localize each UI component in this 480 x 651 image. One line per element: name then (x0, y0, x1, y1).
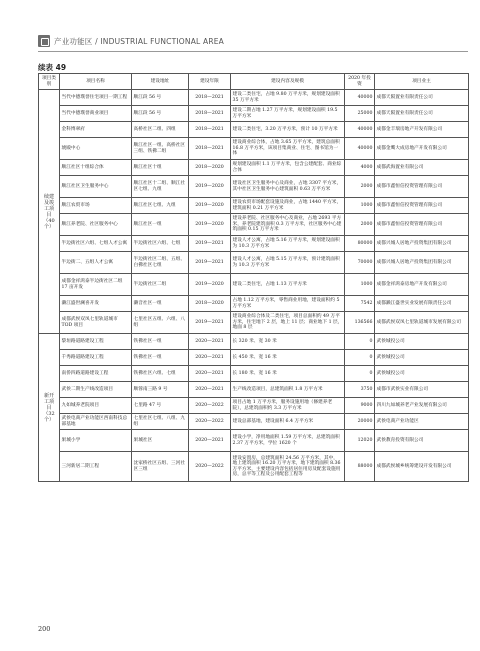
project-owner: 成都市鑫恒信投资管理有限公司 (375, 198, 469, 214)
project-name: 黎垣路道路建设工程 (60, 334, 132, 350)
project-content: 建设二类住宅，3.20 万平方米，预计 10 万平方米 (231, 122, 345, 138)
project-content: 建设二类住宅，占地 9.80 万平方米，规划建设面积 35 万平方米 (231, 90, 345, 106)
project-owner: 武侯电商产业功能区 (375, 414, 469, 430)
project-owner: 成都金鹰大成房地产开发有限公司 (375, 138, 469, 160)
project-investment: 25000 (345, 106, 375, 122)
table-row (39, 366, 469, 382)
project-years: 2018—2021 (189, 106, 231, 122)
project-address: 沈家桥社区五组、三河社区三组 (132, 452, 189, 482)
project-name: 武侯二期生产线改造项目 (60, 382, 132, 398)
project-owner: 武侯城投公司 (375, 350, 469, 366)
project-name: 琥殿中心 (60, 138, 132, 160)
project-years: 2018—2020 (189, 296, 231, 312)
project-owner: 成都市鑫恒信投资管理有限公司 (375, 176, 469, 198)
project-investment: 2000 (345, 214, 375, 236)
table-title: 续表 49 (38, 63, 67, 72)
table-row (39, 90, 469, 106)
project-investment: 40000 (345, 122, 375, 138)
project-name: 当代中德璞誉住宅项目一期工程 (60, 90, 132, 106)
project-name: 成都金祥鸿泰半边街社区二组 17 亩开发 (60, 274, 132, 296)
col-header-owner: 项目业主 (375, 74, 469, 90)
project-content: 长 450 米、宽 16 米 (231, 350, 345, 366)
project-content: 建设总部基地，建设面积 6.4 万平方米 (231, 414, 345, 430)
col-header-name: 项目名称 (60, 74, 132, 90)
page-number: 200 (38, 625, 51, 633)
project-investment: 88000 (345, 452, 375, 482)
project-name: 武侯电商产业功能区西南科技总部基地 (60, 414, 132, 430)
project-content: 建设人才公寓，占地 5.15 万平方米，预计建筑面积为 10.3 万平方米 (231, 252, 345, 274)
project-name: 顺江社区卫生服务中心 (60, 176, 132, 198)
project-owner: 成都天阪置业有限责任公司 (375, 106, 469, 122)
project-investment: 136566 (345, 312, 375, 334)
project-category: 新开工项目（32 个） (39, 334, 60, 482)
project-years: 2018—2020 (189, 160, 231, 176)
table-row (39, 252, 469, 274)
table-row (39, 312, 469, 334)
project-content: 建设社区卫生服务中心及商业，占地 3307 平方米，其中社区卫生服务中心建筑面积 0.63 万平方米 (231, 176, 345, 198)
project-investment: 0 (345, 334, 375, 350)
table-row (39, 398, 469, 414)
project-name: 九如城养老院项目 (60, 398, 132, 414)
project-address: 七里社区七组、八组、九组 (132, 414, 189, 430)
table-row (39, 334, 469, 350)
table-row (39, 430, 469, 452)
project-table (38, 73, 469, 482)
project-owner: 成都武海置业有限公司 (375, 160, 469, 176)
project-investment: 2000 (345, 176, 375, 198)
table-row (39, 452, 469, 482)
project-investment: 70000 (345, 252, 375, 274)
project-owner: 四川九如城养老产业发展有限公司 (375, 398, 469, 414)
col-header-investment: 2020 年投资 (345, 74, 375, 90)
project-years: 2019—2020 (189, 198, 231, 214)
table-row (39, 236, 469, 252)
project-years: 2019—2021 (189, 312, 231, 334)
project-name: 金科博翠府 (60, 122, 132, 138)
project-name: 南侨四路道路建设工程 (60, 366, 132, 382)
table-row (39, 296, 469, 312)
project-owner: 成都市武侯实业有限公司 (375, 382, 469, 398)
project-content: 项目占地 1 万平方米，服务设施用地（修建养老院），总建筑面积约 3.3 万平方米 (231, 398, 345, 414)
project-name: 半边街社区六组、七组人才公寓 (60, 236, 132, 252)
project-owner: 成都市鑫恒信投资管理有限公司 (375, 214, 469, 236)
project-content: 建设二类住宅，占地 1.13 万平方米 (231, 274, 345, 296)
project-owner: 成都金祥鸿泰房地产开发有限公司 (375, 274, 469, 296)
project-content: 生产线改造项目，总建筑面积 1.8 万平方米 (231, 382, 345, 398)
project-investment: 7542 (345, 296, 375, 312)
project-address: 半边街社区二组 (132, 274, 189, 296)
project-investment: 40000 (345, 90, 375, 106)
project-owner: 成都金丰瑞房地产开发有限公司 (375, 122, 469, 138)
header-title: 产业功能区 / INDUSTRIAL FUNCTIONAL AREA (54, 37, 225, 46)
project-investment: 0 (345, 366, 375, 382)
project-address: 铁佛社区一组 (132, 334, 189, 350)
project-years: 2020—2021 (189, 430, 231, 452)
project-investment: 1000 (345, 274, 375, 296)
project-address: 顺江社区一组 (132, 214, 189, 236)
page-header (38, 33, 468, 53)
project-address: 半边街社区二组、五组、白佛社区七组 (132, 252, 189, 274)
project-owner: 成都武侯双凤七里轨道城市发展有限公司 (375, 312, 469, 334)
header-rule (38, 51, 468, 52)
project-owner: 武侯城投公司 (375, 334, 469, 350)
project-address: 铁佛社区六组、七组 (132, 366, 189, 382)
project-name: 濑江盛世澜喜开发 (60, 296, 132, 312)
project-years: 2020—2022 (189, 414, 231, 430)
project-name: 顺江养老院、社区服务中心 (60, 214, 132, 236)
project-address: 顺蓉南三路 9 号 (132, 382, 189, 398)
project-years: 2020—2021 (189, 382, 231, 398)
project-address: 七里社区五组、六组、八组 (132, 312, 189, 334)
project-owner: 成都兴城人居地产投资集团有限公司 (375, 252, 469, 274)
table-row (39, 414, 469, 430)
table-header-row (39, 74, 469, 90)
table-row (39, 198, 469, 214)
project-years: 2020—2021 (189, 334, 231, 350)
project-years: 2019—2020 (189, 176, 231, 198)
project-address: 铁佛社区一组 (132, 350, 189, 366)
table-row (39, 106, 469, 122)
project-address: 顺江社区一组、高桥社区三组、铁佛二组 (132, 138, 189, 160)
project-years: 2018—2021 (189, 90, 231, 106)
project-content: 建设安置房，总建筑面积 24.56 万平方米，其中，地上建筑面积 16.20 万平方米，地下建筑面积 8.36 万平方米，主要建设内容包括居住用房及配套设施用房，总平等工程及公用配套工程等 (231, 452, 345, 482)
project-address: 顺江社区七组、九组 (132, 198, 189, 214)
project-name: 半边街二、五组人才公寓 (60, 252, 132, 274)
project-years: 2018—2021 (189, 138, 231, 160)
project-address: 果城社区 (132, 430, 189, 452)
table-row (39, 160, 469, 176)
project-owner: 成都濑江盛世实业发展有限责任公司 (375, 296, 469, 312)
project-category: 续建及竣工项目（40 个） (39, 90, 60, 334)
project-owner: 成都兴城人居地产投资集团有限公司 (375, 236, 469, 252)
project-name: 千秀路道路建设工程 (60, 350, 132, 366)
project-owner: 成都武侯城乡统筹建设开发有限公司 (375, 452, 469, 482)
project-years: 2018—2021 (189, 122, 231, 138)
project-owner: 成都天阪置业有限责任公司 (375, 90, 469, 106)
col-header-category: 项目类别 (39, 74, 60, 90)
project-investment: 3750 (345, 382, 375, 398)
project-content: 建设农贸市场配套设施及商业，占地 1440 平方米，建筑面积 0.21 万平方米 (231, 198, 345, 214)
project-name: 成都武侯双凤七里轨道城市 TOD 项目 (60, 312, 132, 334)
project-investment: 12020 (345, 430, 375, 452)
table-row (39, 214, 469, 236)
project-years: 2020—2022 (189, 452, 231, 482)
project-investment: 20000 (345, 414, 375, 430)
project-address: 七里路 47 号 (132, 398, 189, 414)
project-years: 2019—2021 (189, 236, 231, 252)
project-years: 2020—2022 (189, 398, 231, 414)
project-years: 2019—2021 (189, 252, 231, 274)
project-content: 规划建设面积 1.1 万平方米，包含公建配套、商业综合体 (231, 160, 345, 176)
project-address: 顺江段 56 号 (132, 106, 189, 122)
project-investment: 40000 (345, 138, 375, 160)
project-investment: 4000 (345, 160, 375, 176)
project-investment: 9000 (345, 398, 375, 414)
table-row (39, 274, 469, 296)
col-header-content: 建设内容及规模 (231, 74, 345, 90)
project-name: 顺江社区十组综合体 (60, 160, 132, 176)
col-header-years: 建设年限 (189, 74, 231, 90)
project-owner: 武侯城投公司 (375, 366, 469, 382)
project-content: 建设小学，净用地面积 1.59 万平方米，总建筑面积 2.37 万平方米，学位 1620 个 (231, 430, 345, 452)
project-years: 2020—2021 (189, 350, 231, 366)
project-address: 顺江社区十组 (132, 160, 189, 176)
project-name: 果城小学 (60, 430, 132, 452)
project-years: 2019—2020 (189, 214, 231, 236)
project-content: 长 180 米、宽 16 米 (231, 366, 345, 382)
project-investment: 80000 (345, 236, 375, 252)
project-investment: 1000 (345, 198, 375, 214)
project-address: 高桥社区二组、四组 (132, 122, 189, 138)
project-address: 顺江段 56 号 (132, 90, 189, 106)
project-name: 三河新居二期工程 (60, 452, 132, 482)
project-content: 建设二期占地 1.27 万平方米，规划建设面积 19.5 万平方米 (231, 106, 345, 122)
project-content: 建设养老院、社区服务中心及商业，占地 2693 平方米，养老院建筑面积 0.3 万平方米，社区服务中心建筑面积 0.15 万平方米 (231, 214, 345, 236)
project-name: 顺江农贸市场 (60, 198, 132, 214)
table-row (39, 122, 469, 138)
document-icon (38, 35, 50, 47)
project-owner: 武侯教育投资有限公司 (375, 430, 469, 452)
project-content: 建设商业综合体及二类住宅，项目总面积约 49 万平方米，住宅地下 2 层，地上 11 层；商业地下 1 层，地面 8 层 (231, 312, 345, 334)
project-content: 长 320 米、宽 30 米 (231, 334, 345, 350)
project-address: 半边街社区六组、七组 (132, 236, 189, 252)
project-name: 当代中德璞誉商业项目 (60, 106, 132, 122)
table-row (39, 138, 469, 160)
project-content: 占地 1.12 万平方米，零售商业用地，建设面积约 5 万平方米 (231, 296, 345, 312)
table-row (39, 382, 469, 398)
project-content: 建设商业综合体，占地 3.65 万平方米，建筑总面积 16.8 万平方米，该项目集商业、住宅、图书馆为一体 (231, 138, 345, 160)
project-address: 濑音社区一组 (132, 296, 189, 312)
col-header-address: 建设地址 (132, 74, 189, 90)
project-address: 顺江社区十二组、顺江社区七组、九组 (132, 176, 189, 198)
table-row (39, 176, 469, 198)
project-investment: 0 (345, 350, 375, 366)
project-content: 建设人才公寓，占地 5.16 万平方米，规划建设面积为 10.3 万平方米 (231, 236, 345, 252)
project-years: 2020—2021 (189, 366, 231, 382)
project-years: 2019—2020 (189, 274, 231, 296)
table-row (39, 350, 469, 366)
